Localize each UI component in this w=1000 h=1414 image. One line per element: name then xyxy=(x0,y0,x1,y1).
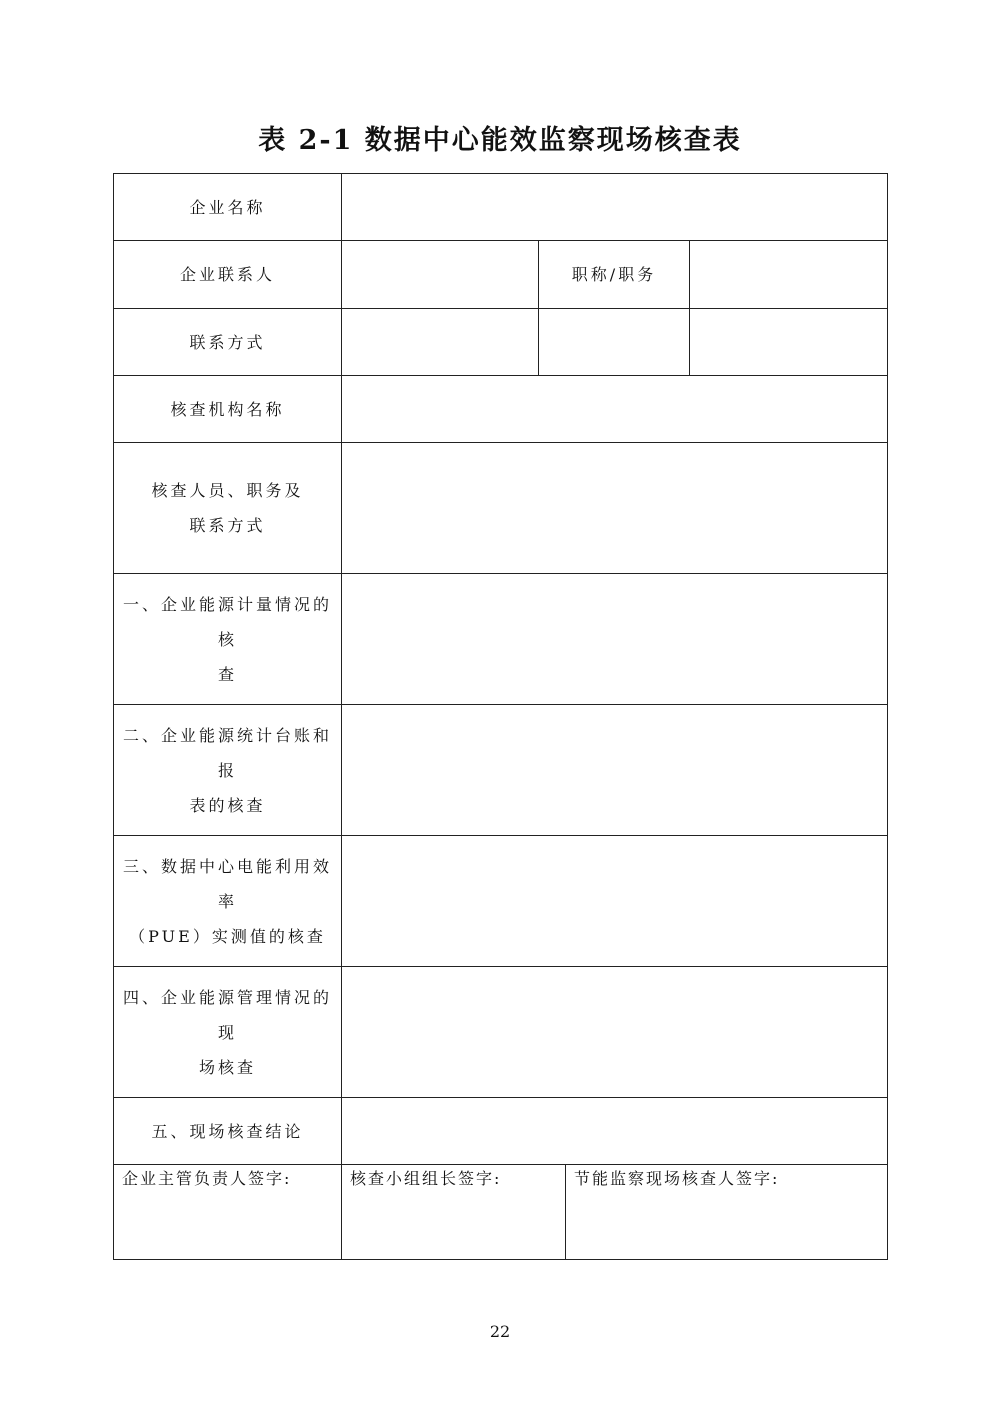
row-signatures xyxy=(114,1165,888,1260)
field-inspectors[interactable] xyxy=(342,443,888,574)
page-number: 22 xyxy=(489,1322,511,1341)
signature-supervisor[interactable]: 企业主管负责人签字: xyxy=(114,1165,342,1260)
label-company-contact: 企业联系人 xyxy=(114,241,342,309)
label-section5: 五、现场核查结论 xyxy=(114,1098,342,1165)
field-title-position[interactable] xyxy=(690,241,888,309)
label-inspectors xyxy=(114,443,342,574)
label-section1 xyxy=(114,574,342,705)
signature-inspector[interactable]: 节能监察现场核查人签字: xyxy=(566,1165,888,1260)
label-section4-line2: 场核查 xyxy=(198,1057,256,1077)
label-section3-line2: （PUE）实测值的核查 xyxy=(129,926,326,946)
label-inspectors-line2: 联系方式 xyxy=(189,516,266,535)
field-section1[interactable] xyxy=(342,574,888,705)
field-agency-name[interactable] xyxy=(342,376,888,443)
label-section2 xyxy=(114,705,342,836)
label-section1-line2: 查 xyxy=(217,664,237,684)
field-company-name[interactable] xyxy=(342,174,888,241)
row-section5 xyxy=(114,1098,888,1165)
field-contact-method-3[interactable] xyxy=(690,309,888,376)
label-agency-name: 核查机构名称 xyxy=(114,376,342,443)
row-section4 xyxy=(114,967,888,1098)
label-section4-line1: 四、企业能源管理情况的现 xyxy=(122,987,332,1042)
row-section3 xyxy=(114,836,888,967)
field-section5[interactable] xyxy=(342,1098,888,1165)
row-company-name xyxy=(114,174,888,241)
field-section2[interactable] xyxy=(342,705,888,836)
signature-group-leader[interactable]: 核查小组组长签字: xyxy=(342,1165,566,1260)
label-section2-line1: 二、企业能源统计台账和报 xyxy=(122,725,332,780)
row-agency-name xyxy=(114,376,888,443)
label-company-name: 企业名称 xyxy=(114,174,342,241)
row-section2 xyxy=(114,705,888,836)
field-contact-method-1[interactable] xyxy=(342,309,539,376)
field-contact-method-2[interactable] xyxy=(539,309,690,376)
label-section3 xyxy=(114,836,342,967)
field-section4[interactable] xyxy=(342,967,888,1098)
row-contact-method xyxy=(114,309,888,376)
row-section1 xyxy=(114,574,888,705)
inspection-form-table xyxy=(113,173,888,1260)
label-inspectors-line1: 核查人员、职务及 xyxy=(151,481,304,500)
label-section4 xyxy=(114,967,342,1098)
label-section2-line2: 表的核查 xyxy=(189,795,266,815)
field-company-contact[interactable] xyxy=(342,241,539,309)
row-company-contact xyxy=(114,241,888,309)
label-title-position: 职称/职务 xyxy=(539,241,690,309)
label-section1-line1: 一、企业能源计量情况的核 xyxy=(122,594,332,649)
label-section3-line1: 三、数据中心电能利用效率 xyxy=(122,856,332,911)
page-title: 表 2-1 数据中心能效监察现场核查表 xyxy=(258,125,742,156)
field-section3[interactable] xyxy=(342,836,888,967)
row-inspectors xyxy=(114,443,888,574)
label-contact-method: 联系方式 xyxy=(114,309,342,376)
